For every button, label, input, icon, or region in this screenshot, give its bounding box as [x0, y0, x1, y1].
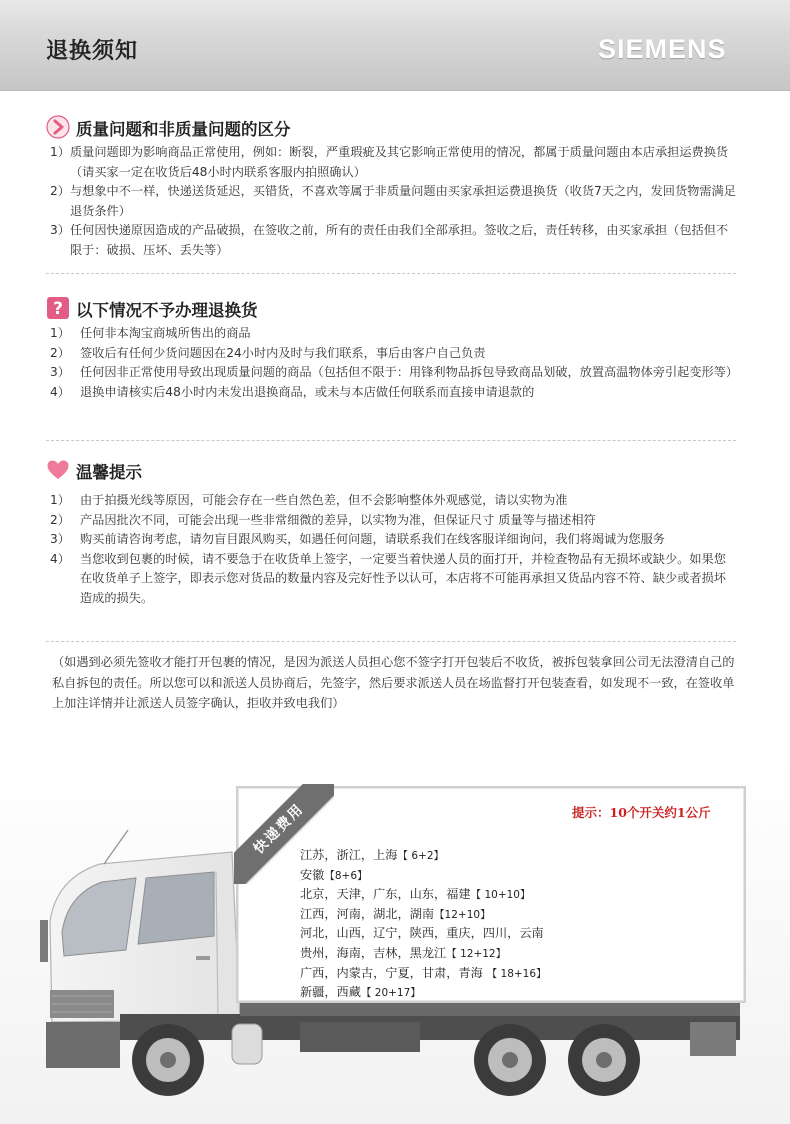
item-number: 4）: [50, 384, 70, 399]
item-number: 1）: [50, 145, 70, 159]
arrow-right-icon: [46, 115, 70, 139]
divider: [46, 641, 736, 642]
list-item: [46, 182, 736, 221]
rate-fee: 【 10+10】: [470, 889, 531, 902]
item-number: 2）: [50, 512, 70, 527]
rate-row: [300, 885, 547, 905]
rate-fee: 【8+6】: [324, 869, 368, 882]
page-header: [0, 0, 790, 91]
item-text: 签收后有任何少货问题因在24小时内及时与我们联系，事后由客户自己负责: [80, 345, 486, 360]
item-number: 4）: [50, 551, 70, 566]
rate-regions: 江西，河南，湖北，湖南: [300, 906, 435, 921]
list-item: [46, 530, 736, 550]
rate-fee: 【12+10】: [434, 908, 491, 921]
rate-regions: 江苏，浙江，上海: [300, 848, 398, 862]
ribbon-label: 快递费用: [250, 800, 308, 858]
item-text: 产品因批次不同，可能会出现一些非常细微的差异，以实物为准，但保证尺寸 质量等与描述相符: [80, 512, 596, 527]
question-icon: [46, 296, 70, 320]
list-item: [46, 324, 736, 344]
shipping-rate-list: [300, 846, 547, 1003]
rate-regions: 安徽: [300, 867, 325, 882]
rate-row: [300, 983, 547, 1003]
item-number: 2）: [50, 184, 70, 198]
list-item: [46, 363, 739, 383]
svg-text:?: ?: [53, 299, 63, 319]
rate-fee: 【 20+17】: [360, 987, 421, 1000]
rate-regions: 广西，内蒙古，宁夏，甘肃，青海: [300, 965, 487, 980]
rate-row: [300, 964, 547, 984]
item-list: [46, 143, 736, 260]
item-list: [46, 324, 739, 402]
item-number: 3）: [50, 532, 70, 546]
brand-logo: SIEMENS: [598, 34, 727, 64]
item-list: [46, 491, 736, 608]
rate-fee: 【 12+12】: [446, 947, 507, 960]
list-item: [46, 511, 736, 531]
signing-note: （如遇到必须先签收才能打开包裹的情况，是因为派送人员担心您不签字打开包装后不收货，被拆包装拿回公司无法澄清自己的私自拆包的责任。所以您可以和派送人员协商后，先签字，然后要求派送人员在场监督打开包装查看，如发现不一致，在签收单上加注详情并让派送人员签字确认，拒收并致电我们）: [52, 655, 735, 710]
item-text: 任何因快递原因造成的产品破损，在签收之前，所有的责任由我们全部承担。签收之后，责任转移，由买家承担（包括但不限于：破损、压坏、丢失等）: [70, 223, 729, 257]
section-no-return-cases: [46, 294, 739, 402]
rate-row: [300, 866, 547, 886]
list-item: [46, 383, 736, 403]
page-title: 退换须知: [46, 39, 139, 64]
list-item: [46, 221, 736, 260]
section-quality-distinction: [46, 113, 736, 260]
section-title: 温馨提示: [76, 463, 142, 482]
rate-row: [300, 924, 547, 944]
list-item: [46, 143, 736, 182]
item-text: 质量问题即为影响商品正常使用，例如：断裂，严重瑕疵及其它影响正常使用的情况，都属于质量问题由本店承担运费换货（请买家一定在收货后48小时内联系客服内拍照确认）: [70, 145, 729, 179]
section-header: [46, 294, 736, 324]
item-text: 由于拍摄光线等原因，可能会存在一些自然色差，但不会影响整体外观感觉，请以实物为准: [80, 493, 568, 507]
rate-regions: 新疆，西藏: [300, 985, 361, 1000]
rate-regions: 贵州，海南，吉林，黑龙江: [300, 945, 447, 960]
rate-fee: 【 18+16】: [486, 967, 547, 980]
wheel-front: [132, 1024, 204, 1096]
item-text: 任何非本淘宝商城所售出的商品: [80, 326, 251, 340]
rate-regions: 北京，天津，广东，山东，福建: [300, 887, 471, 902]
heart-icon: [46, 458, 70, 482]
item-number: 3）: [50, 365, 70, 379]
section-title: 质量问题和非质量问题的区分: [76, 120, 291, 139]
item-text: 任何因非正常使用导致出现质量问题的商品（包括但不限于：用锋利物品拆包导致商品划破，放置高温物体旁引起变形等）: [80, 365, 739, 379]
item-number: 1）: [50, 493, 70, 507]
rate-row: [300, 944, 547, 964]
section-header: [46, 113, 736, 143]
item-number: 2）: [50, 345, 70, 360]
list-item: [46, 491, 736, 511]
rate-row: [300, 846, 547, 866]
item-text: 购买前请咨询考虑，请勿盲目跟风购买，如遇任何问题，请联系我们在线客服详细询问，我们将竭诚为您服务: [80, 532, 665, 546]
rate-regions: 河北，山西，辽宁，陕西，重庆，四川，云南: [300, 926, 544, 941]
item-text: 与想象中不一样，快递送货延迟，买错货，不喜欢等属于非质量问题由买家承担运费退换货（收货7天之内，发回货物需满足退货条件）: [70, 184, 736, 218]
wheel-rear-1: [474, 1024, 546, 1096]
divider: [46, 440, 736, 441]
section-warm-tips: [46, 456, 736, 608]
weight-tip: 提示：10个开关约1公斤: [572, 805, 711, 820]
item-text: 退换申请核实后48小时内未发出退换商品，或未与本店做任何联系而直接申请退款的: [80, 384, 535, 399]
item-number: 1）: [50, 326, 70, 340]
divider: [46, 273, 736, 274]
item-text: 当您收到包裹的时候，请不要急于在收货单上签字，一定要当着快递人员的面打开，并检查物品有无损坏或缺少。如果您在收货单子上签字，即表示您对货品的数量内容及完好性予以认可，本店将不可能再承担又货品内容不符、缺少或者损坏造成的损失。: [80, 551, 726, 605]
rate-row: [300, 905, 547, 925]
list-item: [46, 344, 736, 364]
section-header: [46, 456, 736, 486]
list-item: [46, 550, 736, 609]
wheel-rear-2: [568, 1024, 640, 1096]
section-title: 以下情况不予办理退换货: [76, 301, 258, 320]
item-number: 3）: [50, 223, 70, 237]
rate-fee: 【 6+2】: [397, 850, 444, 862]
